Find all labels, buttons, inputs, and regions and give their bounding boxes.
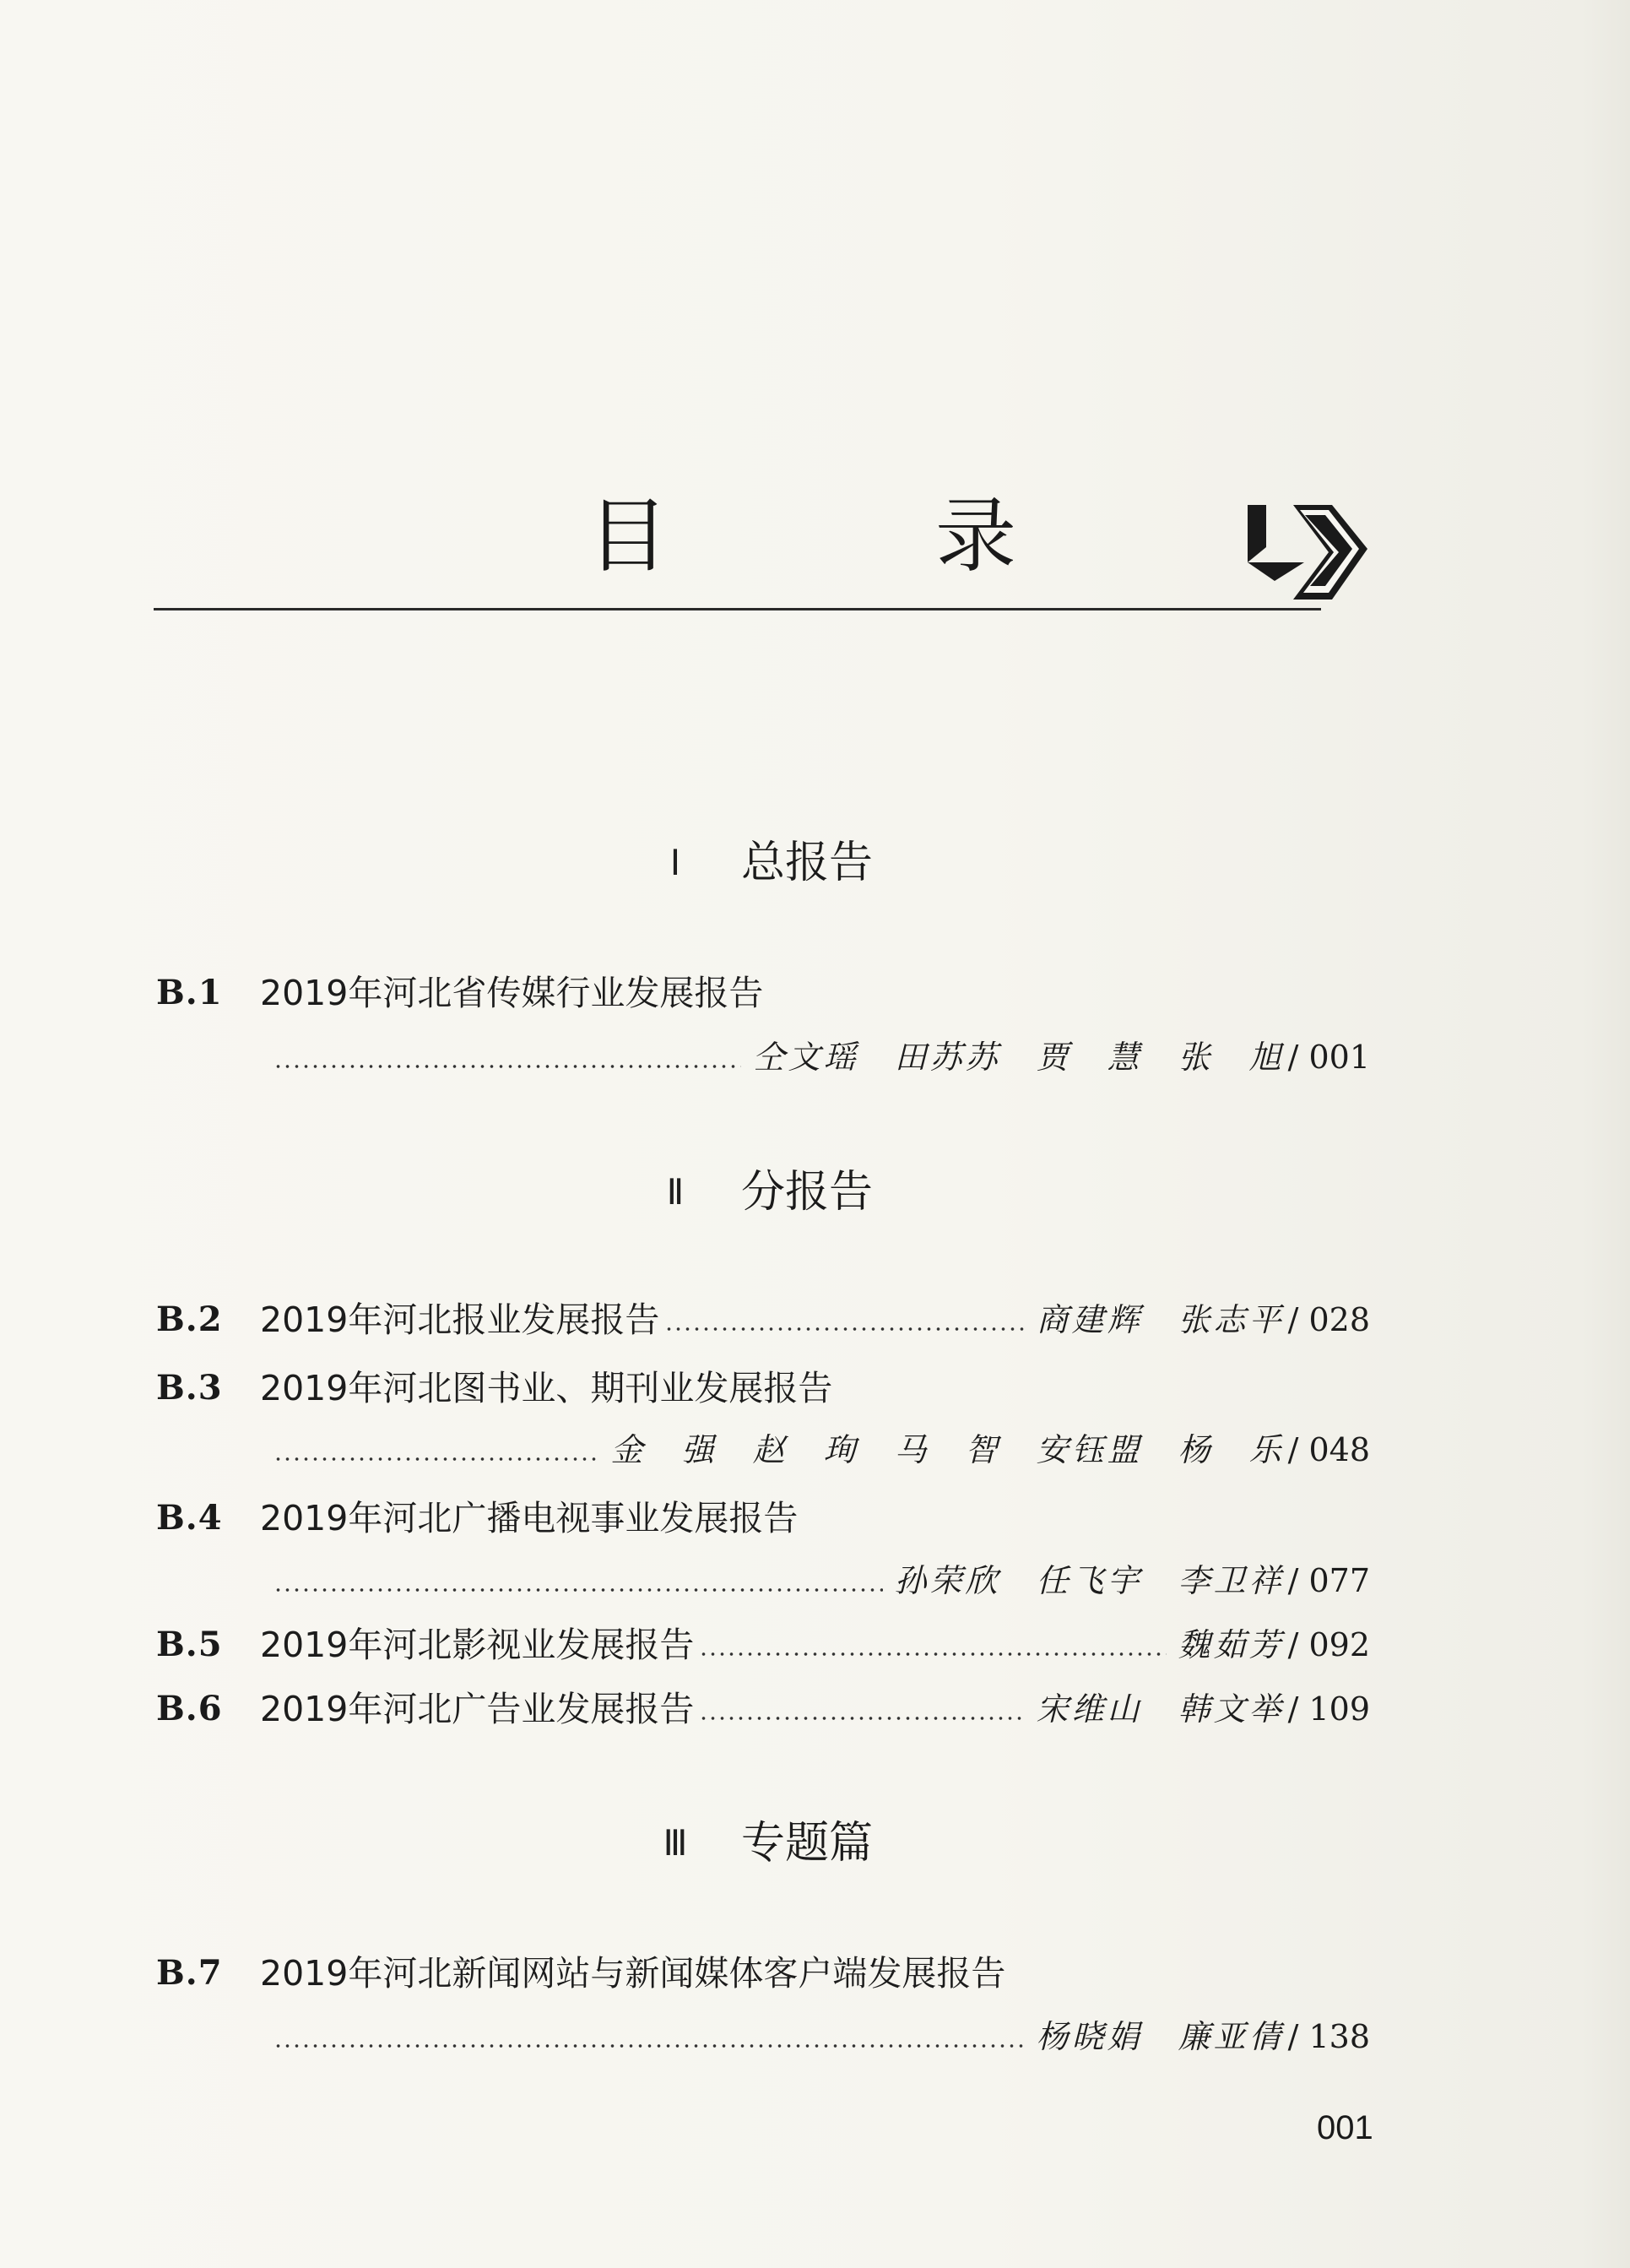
dot-leader — [273, 1455, 599, 1463]
entry-authors: 魏茹芳 — [1178, 1626, 1285, 1663]
section-name: 专题篇 — [741, 1818, 874, 1869]
entry-title[interactable]: 2019年河北新闻网站与新闻媒体客户端发展报告 — [260, 1953, 1006, 1994]
entry-page[interactable]: / 077 — [1287, 1562, 1370, 1599]
title-divider — [154, 608, 1321, 610]
entry-code: B.7 — [156, 1953, 223, 1993]
section-numeral: Ⅲ — [663, 1822, 688, 1864]
dot-leader — [699, 1714, 1024, 1723]
entry-line — [260, 1620, 1370, 1670]
entry-title[interactable]: 2019年河北广告业发展报告 — [260, 1689, 695, 1729]
entry-authors: 孙荣欣 任飞宇 李卫祥 — [894, 1562, 1285, 1599]
entry-page[interactable]: / 001 — [1287, 1039, 1370, 1076]
entry-authors: 杨晓娟 廉亚倩 — [1036, 2018, 1285, 2055]
entry-authors: 金 强 赵 珣 马 智 安钰盟 杨 乐 — [610, 1431, 1285, 1468]
entry-title[interactable]: 2019年河北报业发展报告 — [260, 1299, 660, 1340]
dot-leader — [273, 2042, 1025, 2050]
dot-leader — [273, 1062, 741, 1071]
entry-leader-line — [268, 1424, 1370, 1475]
entry-title[interactable]: 2019年河北广播电视事业发展报告 — [260, 1498, 799, 1538]
entry-authors: 宋维山 韩文举 — [1036, 1690, 1285, 1728]
entry-leader-line — [268, 2011, 1370, 2062]
section-heading-3 — [0, 1814, 1630, 1873]
page-number: 001 — [1317, 2109, 1373, 2146]
entry-page[interactable]: / 109 — [1287, 1690, 1370, 1728]
section-numeral: Ⅰ — [669, 842, 681, 883]
entry-page[interactable]: / 048 — [1287, 1431, 1370, 1468]
entry-leader-line — [268, 1555, 1370, 1606]
entry-code: B.6 — [156, 1689, 223, 1728]
entry-authors: 商建辉 张志平 — [1036, 1301, 1285, 1338]
entry-authors: 仝文瑶 田苏苏 贾 慧 张 旭 — [752, 1039, 1285, 1076]
section-heading-2 — [0, 1163, 1630, 1222]
entry-leader-line — [268, 1032, 1370, 1082]
entry-code: B.1 — [156, 973, 223, 1012]
entry-page[interactable]: / 138 — [1287, 2018, 1370, 2055]
entry-title[interactable]: 2019年河北图书业、期刊业发展报告 — [260, 1368, 833, 1408]
section-heading-1 — [0, 833, 1630, 893]
section-name: 总报告 — [741, 838, 874, 888]
entry-title[interactable]: 2019年河北省传媒行业发展报告 — [260, 973, 764, 1013]
page-title: 目 录 — [588, 489, 1109, 583]
section-numeral: Ⅱ — [666, 1171, 685, 1213]
entry-line — [260, 1684, 1370, 1734]
entry-title[interactable]: 2019年河北影视业发展报告 — [260, 1625, 695, 1665]
entry-page[interactable]: / 028 — [1287, 1301, 1370, 1338]
entry-code: B.3 — [156, 1368, 223, 1408]
dot-leader — [699, 1650, 1166, 1658]
entry-code: B.4 — [156, 1498, 223, 1538]
section-name: 分报告 — [741, 1167, 874, 1218]
entry-code: B.5 — [156, 1625, 223, 1664]
entry-code: B.2 — [156, 1299, 223, 1339]
dot-leader — [664, 1325, 1024, 1333]
chapter-emblem-icon — [1241, 496, 1376, 606]
dot-leader — [273, 1586, 883, 1594]
entry-line — [260, 1294, 1370, 1345]
entry-page[interactable]: / 092 — [1287, 1626, 1370, 1663]
